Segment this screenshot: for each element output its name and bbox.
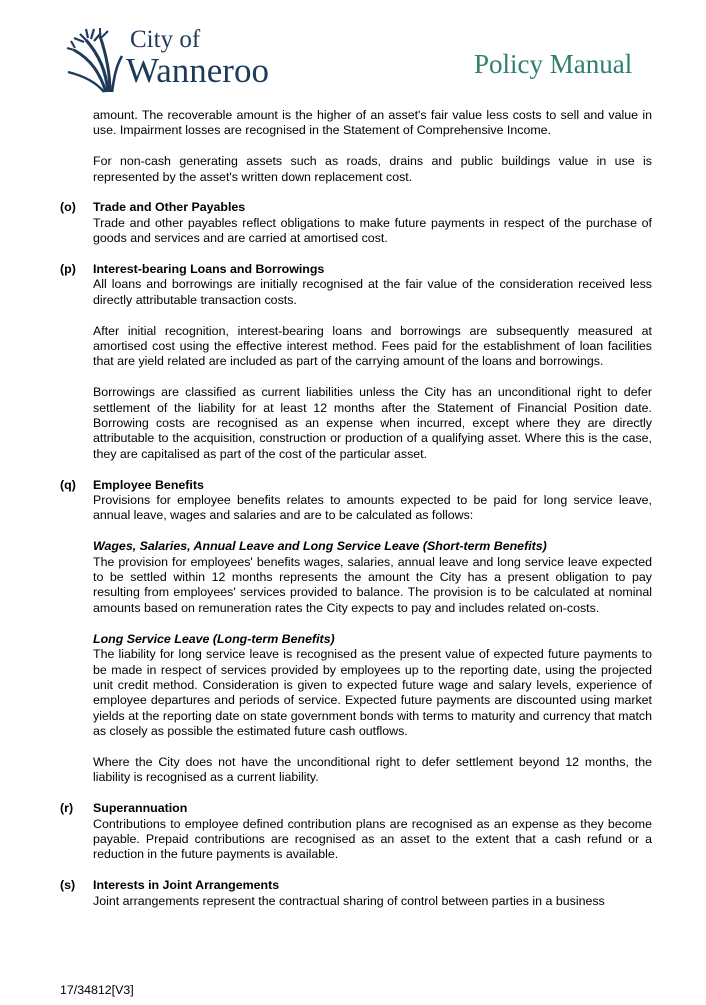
section-letter: (s) [60,878,76,893]
section-o [60,200,652,246]
section-p [60,262,652,462]
page-header [0,0,706,100]
section-letter: (o) [60,200,76,215]
paragraph: The provision for employees' benefits wages, salaries, annual leave and long service leave expected to be settled within 12 months represents the amount the City has a present obligation to pay resulting from employees' services provided to balance. The provision is to be calculated at nominal amounts based on remuneration rates the City expects to pay and includes related on-costs. [93,554,652,615]
paragraph: Contributions to employee defined contribution plans are recognised as an expense as they become payable. Prepaid contributions are recognised as an asset to the extent that a cash refund or a reduction in the future payments is available. [93,816,652,862]
document-reference: 17/34812[V3] [60,983,134,997]
subsection-heading: Long Service Leave (Long-term Benefits) [93,631,335,646]
section-letter: (r) [60,801,74,816]
paragraph: After initial recognition, interest-bearing loans and borrowings are subsequently measured at amortised cost using the effective interest method. Fees paid for the establishment of loan facilities that are yield related are included as part of the carrying amount of the loans and borrowings. [93,323,652,369]
section-heading: Interest-bearing Loans and Borrowings [93,262,325,277]
policy-manual-title: Policy Manual [474,49,633,79]
paragraph: All loans and borrowings are initially recognised at the fair value of the consideration received less directly attributable transaction costs. [93,277,652,307]
section-letter: (q) [60,477,76,492]
section-r [60,801,652,863]
section-heading: Employee Benefits [93,477,204,492]
document-body [60,108,652,924]
section-letter: (p) [60,262,76,277]
section-s [60,878,652,909]
subsection-heading: Wages, Salaries, Annual Leave and Long Service Leave (Short-term Benefits) [93,539,547,554]
logo-city-of-text: City of [130,26,201,53]
city-logo [66,26,306,94]
section-q [60,478,652,786]
paragraph: The liability for long service leave is recognised as the present value of expected future payments to be made in respect of services provided by employees up to the reporting date, using the projected unit credit method. Consideration is given to expected future wage and salary levels, experience of employee departures and periods of service. Expected future payments are discounted using market yields at the reporting date on state government bonds with terms to maturity and currency that match as closely as possible the estimated future cash outflows. [93,647,652,739]
section-heading: Trade and Other Payables [93,200,246,215]
paragraph: Trade and other payables reflect obligations to make future payments in respect of the purchase of goods and services and are carried at amortised cost. [93,215,652,246]
section-heading: Interests in Joint Arrangements [93,878,280,893]
paragraph: Joint arrangements represent the contractual sharing of control between parties in a business [93,893,605,908]
wanneroo-plant-logo-icon [66,26,128,94]
paragraph: For non-cash generating assets such as roads, drains and public buildings value in use is represented by the asset's written down replacement cost. [93,154,652,184]
paragraph: Provisions for employee benefits relates to amounts expected to be paid for long service leave, annual leave, wages and salaries and are to be calculated as follows: [93,493,652,523]
paragraph: amount. The recoverable amount is the higher of an asset's fair value less costs to sell and value in use. Impairment losses are recognised in the Statement of Comprehensive Income. [93,108,652,138]
section-heading: Superannuation [93,801,188,816]
paragraph: Borrowings are classified as current liabilities unless the City has an unconditional right to defer settlement of the liability for at least 12 months after the Statement of Financial Position date. Borrowing costs are recognised as an expense when incurred, except where they are directly attributable to the acquisition, construction or production of a qualifying asset. Where this is the case, they are capitalised as part of the cost of the particular asset. [93,385,652,461]
paragraph: Where the City does not have the unconditional right to defer settlement beyond 12 months, the liability is recognised as a current liability. [93,754,652,785]
logo-wanneroo-text: Wanneroo [126,51,269,90]
